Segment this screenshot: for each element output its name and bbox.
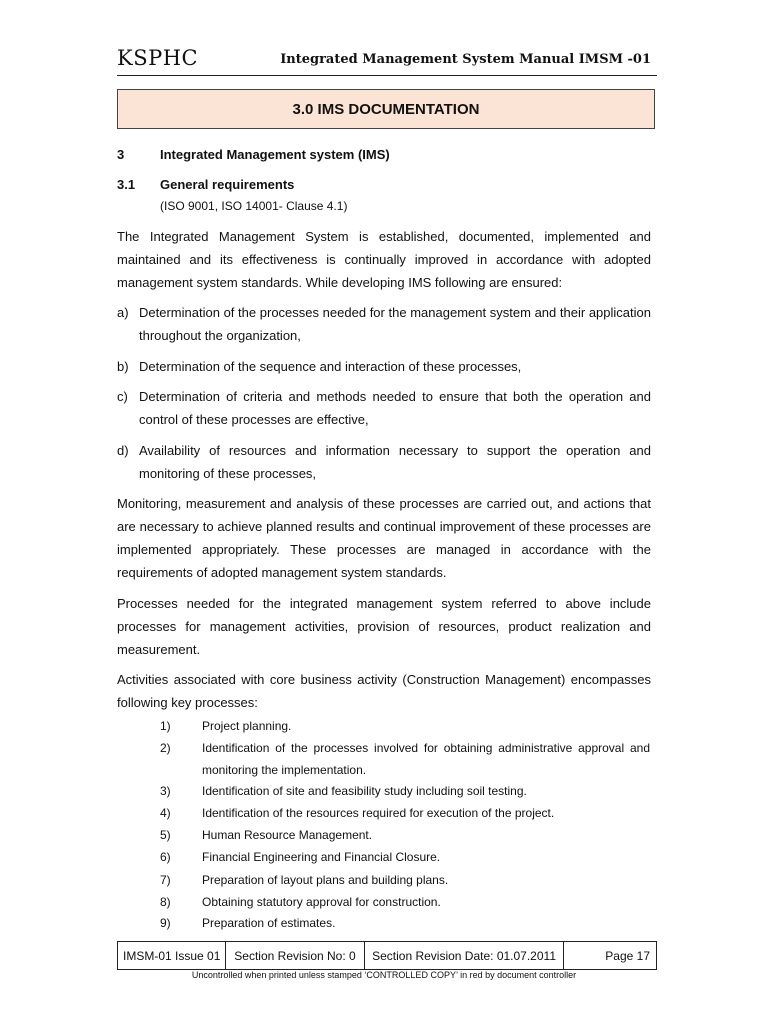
footer-page-number: Page 17 [605, 948, 650, 963]
monitoring-paragraph: Monitoring, measurement and analysis of these processes are carried out, and actions that are necessary to achieve planned results and continual improvement of these processes are implemented appropriately. These processes are managed in accordance with the requirements of adopted management system standards. [117, 496, 651, 580]
list-item-text: Determination of the sequence and interaction of these processes, [139, 359, 522, 374]
list-item-number: 7) [160, 873, 171, 887]
section-3-title: Integrated Management system (IMS) [160, 147, 390, 162]
manual-title: Integrated Management System Manual IMSM -01 [280, 52, 651, 67]
list-item [117, 439, 651, 485]
list-item [117, 355, 651, 378]
list-item [160, 891, 650, 913]
clause-reference: (ISO 9001, ISO 14001- Clause 4.1) [160, 199, 348, 213]
footer-issue: IMSM-01 Issue 01 [118, 942, 226, 969]
list-item [160, 780, 650, 802]
list-item [117, 385, 651, 431]
list-item [160, 737, 650, 781]
list-item-text: Financial Engineering and Financial Closure. [202, 850, 441, 864]
list-item-number: 1) [160, 719, 171, 733]
list-item-number: 2) [160, 741, 171, 755]
list-item-text: Identification of the resources required for execution of the project. [202, 806, 555, 820]
list-item [160, 802, 650, 824]
list-item-text: Determination of the processes needed for the management system and their application throughout the organization, [139, 305, 651, 343]
processes-paragraph: Processes needed for the integrated management system referred to above include processes for management activities, provision of resources, product realization and measurement. [117, 596, 651, 657]
section-3-number: 3 [117, 147, 125, 162]
list-item [117, 301, 651, 347]
list-item-number: 5) [160, 828, 171, 842]
section-31-number: 3.1 [117, 177, 136, 192]
list-item-text: Availability of resources and information necessary to support the operation and monitoring of these processes, [139, 443, 651, 481]
list-item-text: Obtaining statutory approval for construction. [202, 895, 441, 909]
list-item [160, 869, 650, 891]
footer-table [117, 941, 657, 970]
list-item-text: Project planning. [202, 719, 292, 733]
list-item [160, 912, 650, 934]
list-item-text: Identification of site and feasibility study including soil testing. [202, 784, 527, 798]
activities-paragraph: Activities associated with core business activity (Construction Management) encompasses following key processes: [117, 672, 651, 710]
section-banner [117, 89, 655, 129]
footer-disclaimer: Uncontrolled when printed unless stamped ‘CONTROLLED COPY’ in red by document controller [191, 970, 577, 980]
list-item-number: 4) [160, 806, 171, 820]
list-item-number: 8) [160, 895, 171, 909]
list-item-text: Identification of the processes involved for obtaining administrative approval and monitoring the implementation. [202, 741, 650, 777]
list-item [160, 715, 650, 737]
list-item-number: 9) [160, 916, 171, 930]
list-item-label: a) [117, 305, 129, 320]
list-item-text: Preparation of layout plans and building plans. [202, 873, 449, 887]
section-31-title: General requirements [160, 177, 295, 192]
banner-title: 3.0 IMS DOCUMENTATION [292, 100, 480, 118]
list-item-text: Preparation of estimates. [202, 916, 336, 930]
footer-revision-date: Section Revision Date: 01.07.2011 [365, 942, 565, 969]
list-item-number: 3) [160, 784, 171, 798]
list-item-label: d) [117, 443, 129, 458]
list-item-text: Human Resource Management. [202, 828, 373, 842]
list-item-label: c) [117, 389, 128, 404]
list-item [160, 846, 650, 868]
list-item-number: 6) [160, 850, 171, 864]
footer-revision-no: Section Revision No: 0 [226, 942, 364, 969]
list-item-text: Determination of criteria and methods needed to ensure that both the operation and control of these processes are effective, [139, 389, 651, 427]
header-rule [117, 75, 657, 76]
list-item [160, 824, 650, 846]
org-name: KSPHC [117, 46, 199, 70]
list-item-label: b) [117, 359, 129, 374]
intro-paragraph: The Integrated Management System is established, documented, implemented and maintained and its effectiveness is continually improved in accordance with adopted management system standards. While developing IMS following are ensured: [117, 229, 651, 290]
